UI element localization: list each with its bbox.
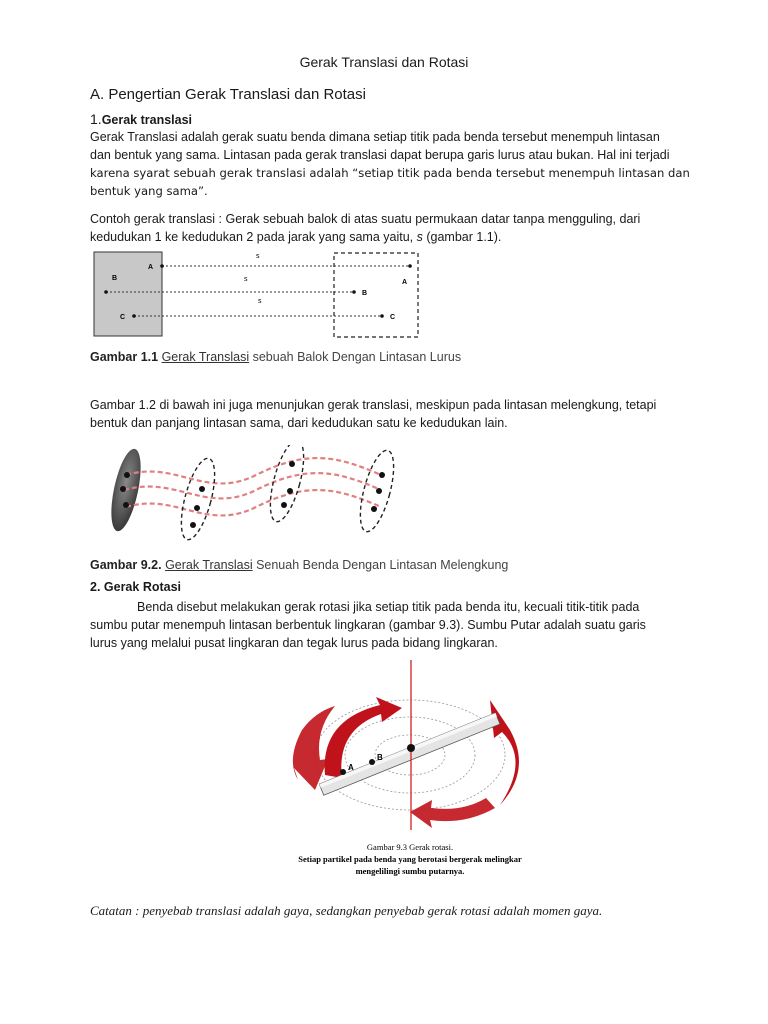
point-a-end (408, 264, 412, 268)
point-c-start (132, 314, 136, 318)
page-title: Gerak Translasi dan Rotasi (299, 54, 469, 70)
caption-label: Gambar 1.1 (90, 350, 159, 364)
rotation-arrow-right-bottom (410, 798, 495, 828)
para-line: Contoh gerak translasi : Gerak sebuah balok di atas suatu permukaan datar tanpa mengguling, dari (90, 212, 641, 226)
curved-path-3 (126, 490, 381, 515)
label-s-3: s (258, 298, 262, 305)
section-heading-a: A. Pengertian Gerak Translasi dan Rotasi (90, 86, 366, 103)
object-outline-3 (264, 445, 311, 525)
point-b (369, 759, 375, 765)
subheading-gerak-rotasi: 2. Gerak Rotasi (90, 580, 182, 594)
figure-1-1-block-translation (92, 250, 432, 340)
label-b-end: B (362, 290, 368, 297)
para-line: karena syarat sebuah gerak translasi adalah “setiap titik pada benda tersebut menempuh lintasan dan (90, 166, 690, 180)
note-catatan: Catatan : penyebab translasi adalah gaya, sedangkan penyebab gerak rotasi adalah momen gaya. (90, 903, 603, 918)
figure-9-3-rotation (280, 660, 550, 885)
label-point-b: B (377, 753, 383, 762)
label-b: B (112, 275, 118, 282)
particle (124, 472, 130, 478)
label-a: A (148, 264, 154, 271)
paragraph-curved-translation (90, 396, 690, 432)
distance-symbol: s (416, 230, 423, 244)
caption-link[interactable]: Gerak Translasi (165, 558, 253, 572)
particle (281, 502, 287, 508)
figure-9-2-curved-translation (96, 445, 416, 545)
para-line: lurus yang melalui pusat lingkaran dan tegak lurus pada bidang lingkaran. (90, 636, 498, 650)
particle (376, 488, 382, 494)
particle (190, 522, 196, 528)
subheading-number: 1. (90, 111, 102, 127)
caption-label: Gambar 9.2. (90, 558, 162, 572)
particle (120, 486, 126, 492)
caption-text: sebuah Balok Dengan Lintasan Lurus (249, 350, 462, 364)
particle (123, 502, 129, 508)
caption-text: Senuah Benda Dengan Lintasan Melengkung (252, 558, 509, 572)
caption-figure-9-2 (90, 558, 508, 572)
para-text: kedudukan 1 ke kedudukan 2 pada jarak yang sama yaitu, (90, 230, 417, 244)
paragraph-rotasi-definition (90, 598, 690, 652)
particle (194, 505, 200, 511)
para-line: Gambar 1.2 di bawah ini juga menunjukan gerak translasi, meskipun pada lintasan melengkung, tetapi (90, 398, 657, 412)
point-a (340, 769, 346, 775)
curved-path-1 (126, 458, 381, 483)
point-b-end (352, 290, 356, 294)
label-c-end: C (390, 314, 396, 321)
label-s-1: s (256, 253, 260, 260)
paragraph-translasi-definition (90, 128, 690, 200)
label-s-2: s (244, 276, 248, 283)
subheading-title: Gerak translasi (101, 113, 193, 127)
para-line: sumbu putar menempuh lintasan berbentuk lingkaran (gambar 9.3). Sumbu Putar adalah suatu garis (90, 618, 646, 632)
particle (287, 488, 293, 494)
particle (379, 472, 385, 478)
particle (289, 461, 295, 467)
para-line: dan bentuk yang sama. Lintasan pada gerak translasi dapat berupa garis lurus atau bukan. Hal ini terjadi (90, 148, 670, 162)
caption-figure-1-1 (90, 350, 461, 364)
para-line: bentuk yang sama”. (90, 184, 208, 198)
point-axis (407, 744, 415, 752)
para-text: (gambar 1.1). (422, 230, 502, 244)
figure-caption-line-1: Gambar 9.3 Gerak rotasi. (366, 842, 454, 852)
figure-caption-line-2: Setiap partikel pada benda yang berotasi bergerak melingkar (298, 854, 522, 864)
paragraph-contoh-translasi (90, 210, 690, 246)
para-line: Benda disebut melakukan gerak rotasi jika setiap titik pada benda itu, kecuali titik-titik pada (137, 600, 640, 614)
point-a-start (160, 264, 164, 268)
para-line: Gerak Translasi adalah gerak suatu benda dimana setiap titik pada benda tersebut menempuh lintasan (90, 130, 660, 144)
caption-link[interactable]: Gerak Translasi (161, 350, 250, 364)
label-a-end: A (402, 279, 408, 286)
particle (199, 486, 205, 492)
particle (371, 506, 377, 512)
subheading-gerak-translasi (90, 111, 192, 127)
label-c: C (120, 314, 126, 321)
label-point-a: A (348, 763, 354, 772)
para-line: bentuk dan panjang lintasan sama, dari kedudukan satu ke kedudukan lain. (90, 416, 508, 430)
figure-caption-line-3: mengelilingi sumbu putarnya. (355, 866, 465, 876)
point-c-end (380, 314, 384, 318)
para-line (90, 228, 690, 246)
point-b-start (104, 290, 108, 294)
